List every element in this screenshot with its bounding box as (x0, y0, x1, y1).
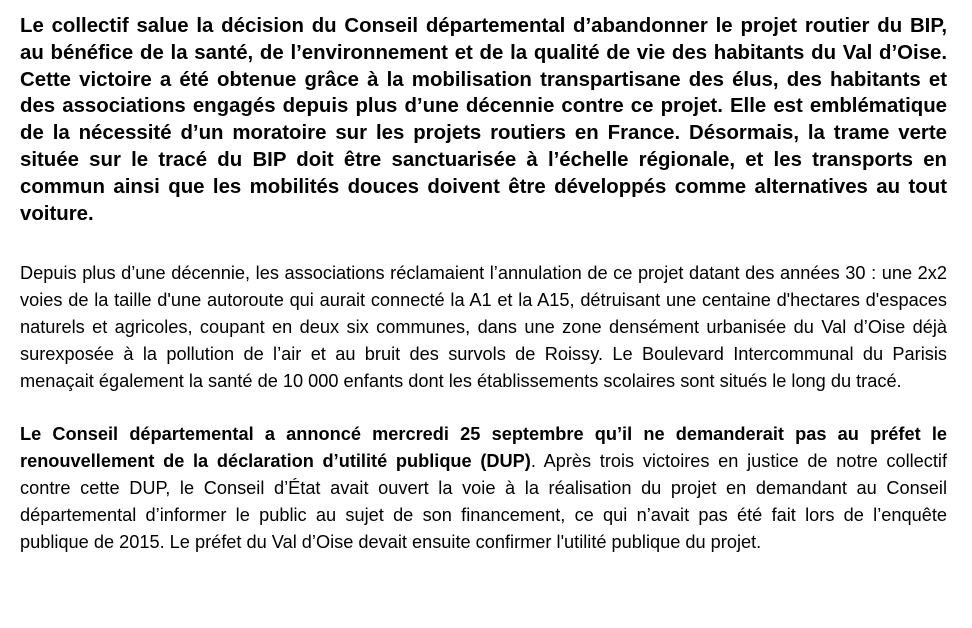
announcement-bold-text: Le Conseil départemental a annoncé mercredi 25 septembre qu’il ne demanderait pas au préfet le renouvellement de la déclaration d’utilité publique (DUP) (20, 424, 947, 472)
paragraph-announcement (20, 421, 947, 555)
announcement-text: . Après trois victoires en justice de notre collectif contre cette DUP, le Conseil d’État avait ouvert la voie à la réalisation du projet en demandant au Conseil départemental d’informer le public au sujet de son financement, ce qui n’avait pas été fait lors de l’enquête publique de 2015. Le préfet du Val d’Oise devait ensuite confirmer l'utilité publique du projet. (20, 451, 948, 552)
intro-paragraph: Le collectif salue la décision du Conseil départemental d’abandonner le projet routier du BIP, au bénéfice de la santé, de l’environnement et de la qualité de vie des habitants du Val d’Oise. Cette victoire a été obtenue grâce à la mobilisation transpartisane des élus, des habitants et des associations engagés depuis plus d’une décennie contre ce projet. Elle est emblématique de la nécessité d’un moratoire sur les projets routiers en France. Désormais, la trame verte située sur le tracé du BIP doit être sanctuarisée à l’échelle régionale, et les transports en commun ainsi que les mobilités douces doivent être développés comme alternatives au tout voiture. (20, 15, 947, 225)
paragraph-history: Depuis plus d’une décennie, les associations réclamaient l’annulation de ce projet datant des années 30 : une 2x2 voies de la taille d'une autoroute qui aurait connecté la A1 et la A15, détruisant une centaine d'hectares d'espaces naturels et agricoles, coupant en deux six communes, dans une zone densément urbanisée du Val d’Oise déjà surexposée à la pollution de l’air et au bruit des survols de Roissy. Le Boulevard Intercommunal du Parisis menaçait également la santé de 10 000 enfants dont les établissements scolaires sont situés le long du tracé. (20, 263, 947, 391)
document-body (20, 13, 947, 555)
